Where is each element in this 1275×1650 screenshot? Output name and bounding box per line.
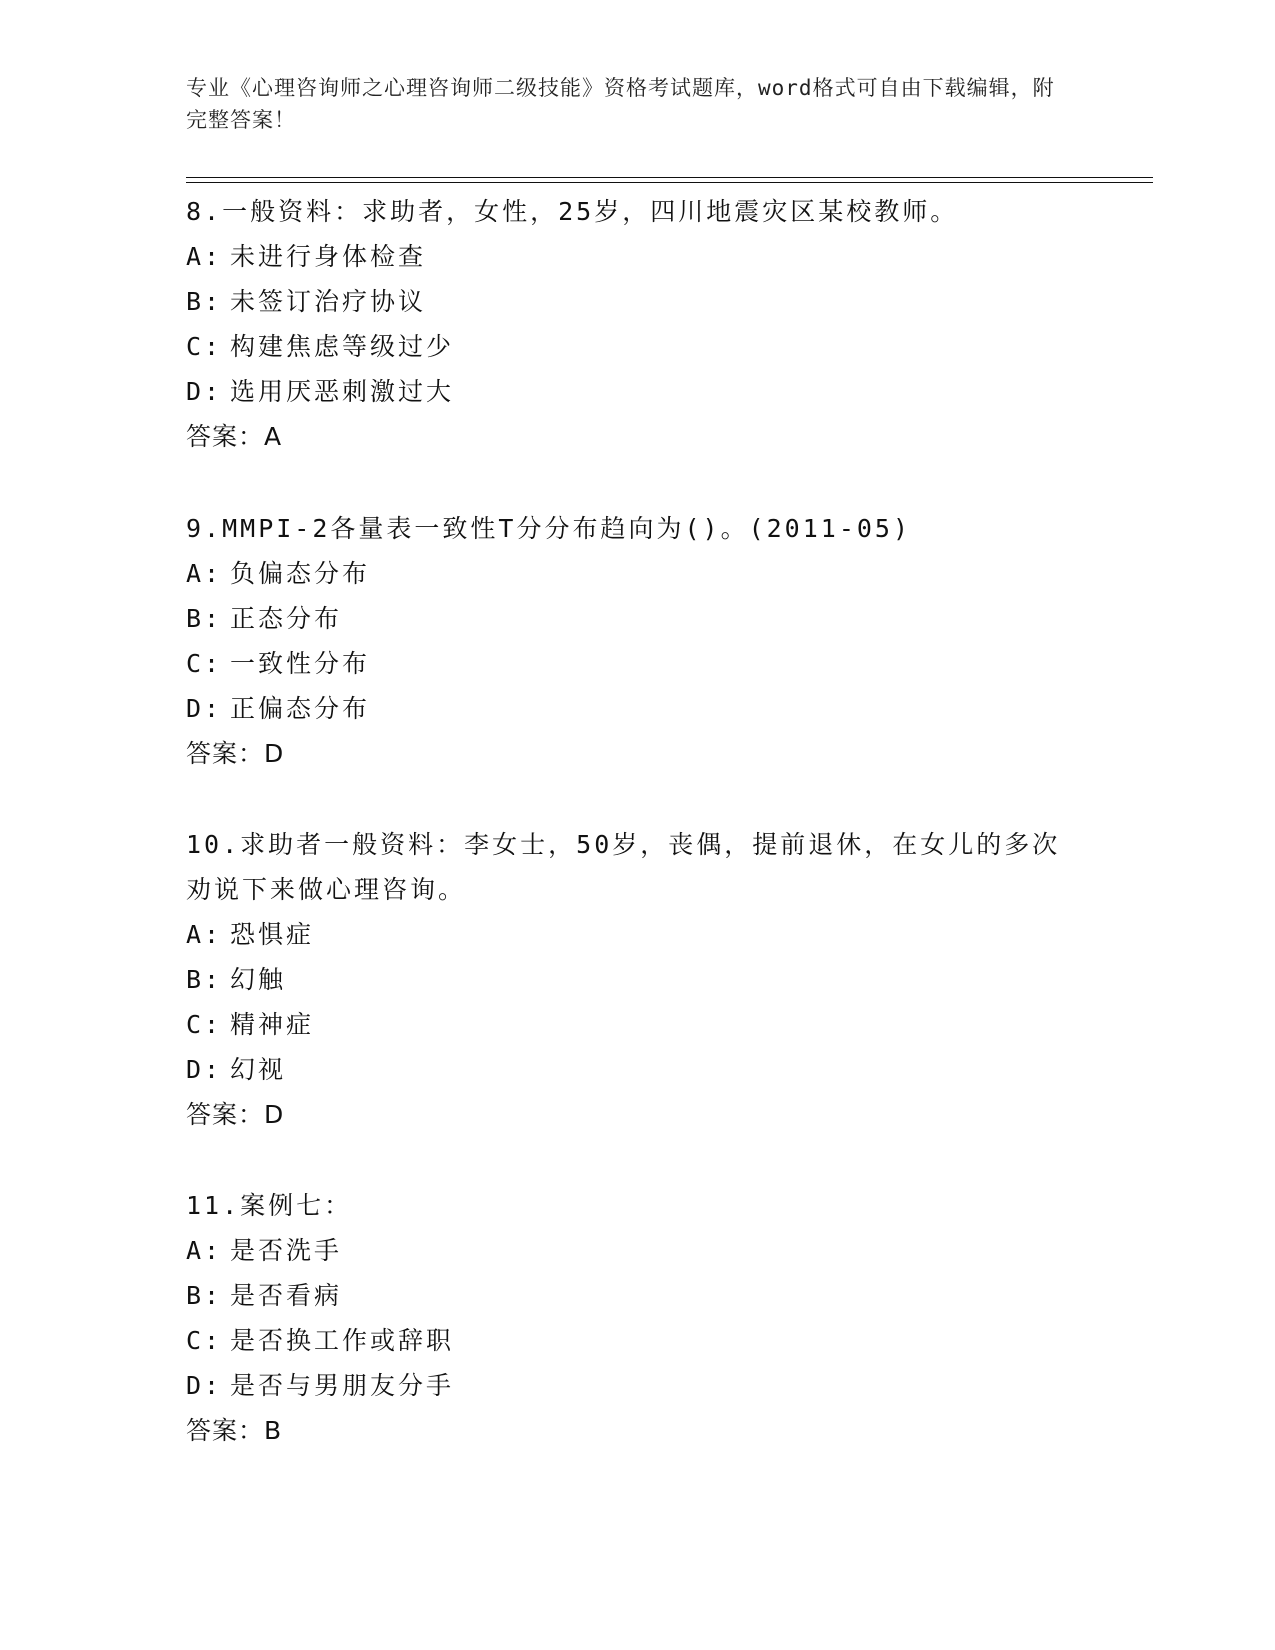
option-text: 是否换工作或辞职: [230, 1326, 455, 1355]
option-b: [186, 279, 1146, 324]
option-text: 幻视: [230, 1055, 287, 1084]
option-key: B:: [186, 1281, 223, 1310]
option-text: 幻触: [230, 965, 287, 994]
answer-label: 答案：: [186, 1100, 265, 1129]
option-b: [186, 1273, 1146, 1318]
option-text: 一致性分布: [230, 649, 371, 678]
option-text: 正态分布: [230, 604, 343, 633]
option-text: 选用厌恶刺激过大: [230, 377, 455, 406]
answer-value: B: [264, 1416, 283, 1445]
option-key: B:: [186, 604, 223, 633]
question-stem: 10.求助者一般资料：李女士，50岁，丧偶，提前退休，在女儿的多次劝说下来做心理咨询。: [186, 830, 1061, 904]
option-d: [186, 686, 1146, 731]
option-key: A:: [186, 1236, 223, 1265]
option-b: [186, 596, 1146, 641]
option-key: C:: [186, 649, 223, 678]
option-d: [186, 1363, 1146, 1408]
option-a: [186, 912, 1146, 957]
answer-label: 答案：: [186, 422, 265, 451]
option-text: 是否与男朋友分手: [230, 1371, 455, 1400]
option-key: C:: [186, 1010, 223, 1039]
option-c: [186, 324, 1146, 369]
option-b: [186, 957, 1146, 1002]
option-c: [186, 1002, 1146, 1047]
option-text: 未签订治疗协议: [230, 287, 427, 316]
option-a: [186, 234, 1146, 279]
option-key: C:: [186, 332, 223, 361]
option-key: B:: [186, 287, 223, 316]
option-key: A:: [186, 559, 223, 588]
answer-line: [186, 731, 1146, 776]
option-text: 构建焦虑等级过少: [230, 332, 455, 361]
question-9: [186, 507, 1146, 776]
answer-label: 答案：: [186, 739, 265, 768]
option-text: 恐惧症: [230, 920, 315, 949]
option-text: 精神症: [230, 1010, 315, 1039]
option-a: [186, 551, 1146, 596]
option-key: C:: [186, 1326, 223, 1355]
question-11: [186, 1184, 1146, 1453]
question-8: [186, 190, 1146, 459]
document-header: [186, 72, 1076, 136]
option-text: 未进行身体检查: [230, 242, 427, 271]
answer-line: [186, 1092, 1146, 1137]
answer-line: [186, 1408, 1146, 1453]
answer-value: A: [264, 422, 283, 451]
answer-value: D: [264, 739, 285, 768]
option-text: 负偏态分布: [230, 559, 371, 588]
option-key: D:: [186, 1055, 223, 1084]
option-text: 正偏态分布: [230, 694, 371, 723]
option-key: A:: [186, 920, 223, 949]
option-c: [186, 641, 1146, 686]
option-d: [186, 369, 1146, 414]
header-text: 专业《心理咨询师之心理咨询师二级技能》资格考试题库，word格式可自由下载编辑，附完整答案！: [186, 76, 1055, 132]
option-key: A:: [186, 242, 223, 271]
option-key: D:: [186, 377, 223, 406]
option-d: [186, 1047, 1146, 1092]
option-key: D:: [186, 694, 223, 723]
option-text: 是否洗手: [230, 1236, 343, 1265]
option-text: 是否看病: [230, 1281, 343, 1310]
answer-value: D: [264, 1100, 285, 1129]
header-rule-top: [186, 177, 1153, 178]
option-c: [186, 1318, 1146, 1363]
answer-line: [186, 414, 1146, 459]
option-key: B:: [186, 965, 223, 994]
header-rule-bottom: [186, 182, 1153, 183]
option-a: [186, 1228, 1146, 1273]
question-10: [186, 822, 1146, 1137]
option-key: D:: [186, 1371, 223, 1400]
question-stem: 9.MMPI-2各量表一致性T分分布趋向为()。(2011-05): [186, 514, 912, 543]
question-stem: 8.一般资料：求助者，女性，25岁，四川地震灾区某校教师。: [186, 197, 959, 226]
question-stem: 11.案例七：: [186, 1191, 353, 1220]
answer-label: 答案：: [186, 1416, 265, 1445]
